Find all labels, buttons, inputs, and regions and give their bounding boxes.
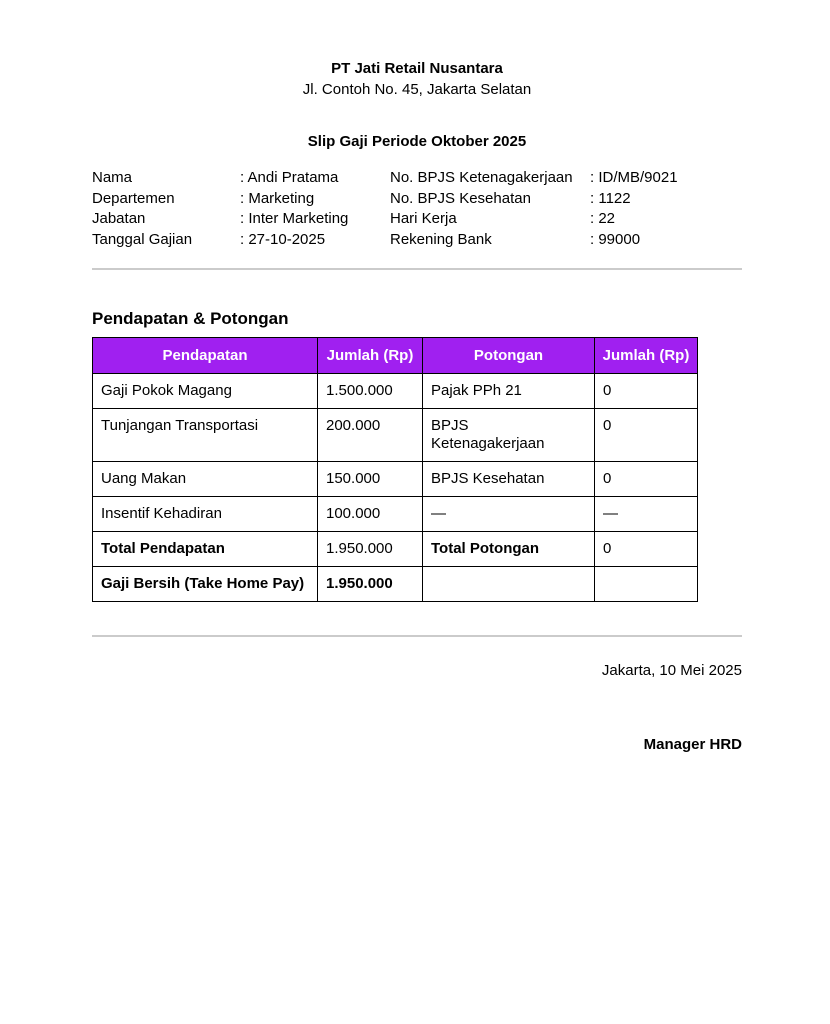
info-label-bpjs-kesehatan: No. BPJS Kesehatan	[390, 189, 531, 207]
signature-block	[92, 660, 742, 755]
cell-jumlah-pendapatan: 150.000	[318, 461, 423, 496]
cell-gaji-bersih-value: 1.950.000	[318, 566, 423, 601]
cell-total-potongan-label: Total Potongan	[423, 531, 595, 566]
info-value-hari-kerja: : 22	[590, 210, 616, 228]
signature-date: Jakarta, 10 Mei 2025	[601, 661, 742, 679]
slip-title: Slip Gaji Periode Oktober 2025	[307, 133, 527, 150]
cell-jumlah-pendapatan: 100.000	[318, 496, 423, 531]
cell-total-potongan-value: 0	[595, 531, 698, 566]
info-label-jabatan: Jabatan	[92, 210, 146, 228]
info-label-rekening-bank: Rekening Bank	[390, 231, 492, 249]
section-title-pendapatan-potongan: Pendapatan & Potongan	[92, 308, 289, 328]
col-header-pendapatan: Pendapatan	[93, 337, 318, 373]
col-header-jumlah-pendapatan: Jumlah (Rp)	[318, 337, 423, 373]
cell-jumlah-potongan: 0	[595, 461, 698, 496]
info-label-bpjs-ketenagakerjaan: No. BPJS Ketenagakerjaan	[390, 169, 573, 186]
cell-potongan: BPJS Ketenagakerjaan	[423, 408, 595, 461]
cell-pendapatan: Gaji Pokok Magang	[93, 373, 318, 408]
table-row-net-pay	[93, 566, 698, 601]
info-value-departemen: : Marketing	[240, 189, 315, 207]
cell-jumlah-potongan: 0	[595, 408, 698, 461]
cell-pendapatan: Tunjangan Transportasi	[93, 408, 318, 461]
cell-gaji-bersih-label: Gaji Bersih (Take Home Pay)	[93, 566, 318, 601]
info-label-hari-kerja: Hari Kerja	[390, 210, 457, 228]
cell-jumlah-potongan: 0	[595, 373, 698, 408]
earnings-deductions-table	[92, 337, 698, 602]
cell-jumlah-pendapatan: 200.000	[318, 408, 423, 461]
table-header-row	[93, 337, 698, 373]
info-value-jabatan: : Inter Marketing	[240, 210, 349, 228]
company-name: PT Jati Retail Nusantara	[331, 60, 503, 77]
info-label-nama: Nama	[92, 169, 133, 186]
cell-pendapatan: Insentif Kehadiran	[93, 496, 318, 531]
info-value-bpjs-ketenagakerjaan: : ID/MB/9021	[590, 169, 678, 186]
divider-top	[92, 268, 742, 270]
cell-potongan: BPJS Kesehatan	[423, 461, 595, 496]
info-value-nama: : Andi Pratama	[240, 169, 339, 186]
info-label-tanggal-gajian: Tanggal Gajian	[92, 231, 193, 249]
info-value-rekening-bank: : 99000	[590, 231, 641, 249]
table-row	[93, 373, 698, 408]
cell-total-pendapatan-value: 1.950.000	[318, 531, 423, 566]
cell-jumlah-potongan: —	[595, 496, 698, 531]
company-address: Jl. Contoh No. 45, Jakarta Selatan	[302, 81, 532, 98]
table-row	[93, 461, 698, 496]
document-header	[92, 58, 742, 100]
info-value-tanggal-gajian: : 27-10-2025	[240, 231, 326, 249]
info-label-departemen: Departemen	[92, 189, 175, 207]
col-header-jumlah-potongan: Jumlah (Rp)	[595, 337, 698, 373]
cell-empty	[423, 566, 595, 601]
table-row	[93, 496, 698, 531]
divider-bottom	[92, 635, 742, 637]
cell-empty	[595, 566, 698, 601]
cell-potongan: —	[423, 496, 595, 531]
table-row-total	[93, 531, 698, 566]
cell-potongan: Pajak PPh 21	[423, 373, 595, 408]
cell-pendapatan: Uang Makan	[93, 461, 318, 496]
employee-info-grid	[92, 168, 742, 251]
cell-total-pendapatan-label: Total Pendapatan	[93, 531, 318, 566]
col-header-potongan: Potongan	[423, 337, 595, 373]
info-value-bpjs-kesehatan: : 1122	[590, 189, 631, 207]
cell-jumlah-pendapatan: 1.500.000	[318, 373, 423, 408]
table-row	[93, 408, 698, 461]
signatory-title: Manager HRD	[643, 735, 742, 753]
